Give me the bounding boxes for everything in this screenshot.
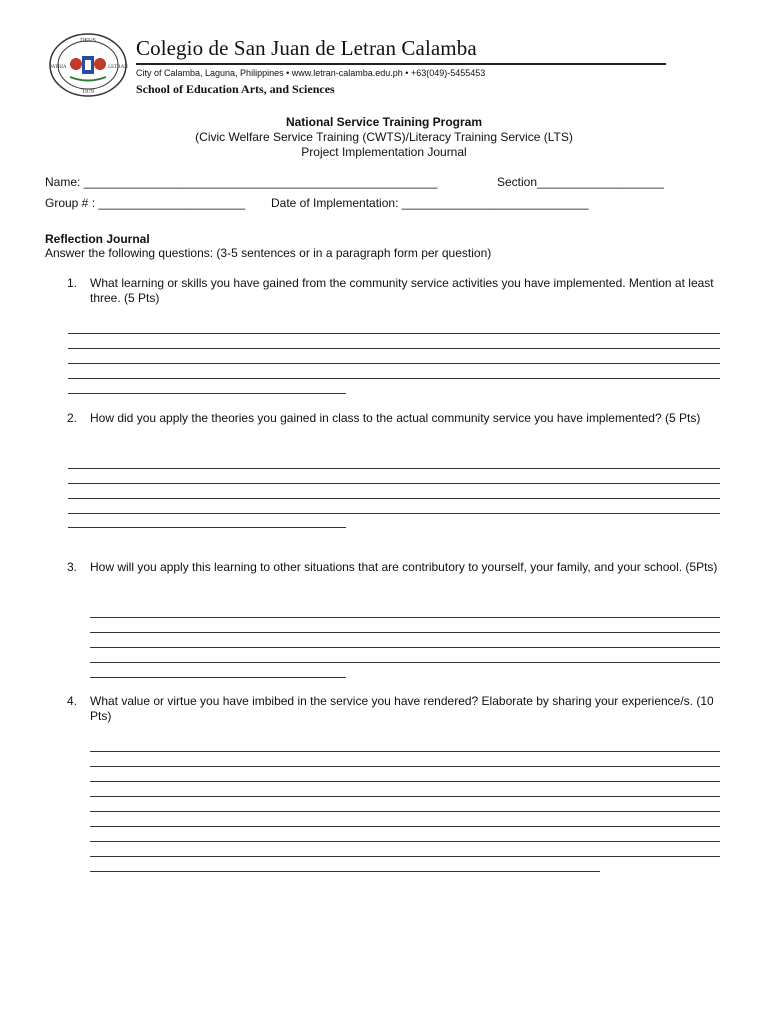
svg-text:LETRAN: LETRAN: [108, 65, 128, 70]
answer-line[interactable]: [68, 527, 346, 528]
question-number: 2.: [67, 411, 78, 425]
answer-line[interactable]: [90, 632, 720, 633]
program-subtitle: (Civic Welfare Service Training (CWTS)/Literacy Training Service (LTS): [195, 130, 573, 144]
group-field[interactable]: Group # : ______________________: [45, 196, 246, 210]
name-field[interactable]: Name: _____________________________________________________: [45, 175, 438, 189]
question-text: How will you apply this learning to other situations that are contributory to yourself, your family, and your school. (5Pts): [90, 560, 718, 574]
svg-text:PATRIA: PATRIA: [49, 65, 67, 70]
answer-line[interactable]: [90, 856, 720, 857]
school-name: School of Education Arts, and Sciences: [136, 82, 335, 96]
answer-line[interactable]: [68, 483, 720, 484]
header-divider: [136, 63, 666, 65]
seal-year: 1979: [82, 89, 94, 95]
reflection-instruction: Answer the following questions: (3-5 sentences or in a paragraph form per question): [45, 246, 492, 260]
school-seal-logo: [48, 32, 128, 98]
answer-line[interactable]: [90, 781, 720, 782]
question-text: What value or virtue you have imbibed in the service you have rendered? Elaborate by sharing your experience/s. (10 Pts): [90, 694, 714, 723]
answer-line[interactable]: [90, 841, 720, 842]
question-text: How did you apply the theories you gained in class to the actual community service you have implemented? (5 Pts): [90, 411, 701, 425]
answer-line[interactable]: [90, 617, 720, 618]
svg-text:DEUS: DEUS: [80, 38, 96, 44]
answer-line[interactable]: [68, 333, 720, 334]
answer-line[interactable]: [68, 378, 720, 379]
answer-line[interactable]: [90, 662, 720, 663]
contact-line: City of Calamba, Laguna, Philippines • www.letran-calamba.edu.ph • +63(049)-5455453: [136, 68, 486, 78]
question-number: 1.: [67, 276, 78, 290]
journal-title: Project Implementation Journal: [301, 145, 467, 159]
question-number: 4.: [67, 694, 78, 708]
answer-line[interactable]: [90, 871, 600, 872]
section-field[interactable]: Section___________________: [497, 175, 664, 189]
answer-line[interactable]: [68, 513, 720, 514]
answer-line[interactable]: [90, 796, 720, 797]
answer-line[interactable]: [90, 766, 720, 767]
answer-line[interactable]: [68, 363, 720, 364]
program-title: National Service Training Program: [285, 115, 483, 129]
answer-line[interactable]: [90, 647, 720, 648]
answer-line[interactable]: [90, 677, 346, 678]
answer-line[interactable]: [90, 826, 720, 827]
college-name: Colegio de San Juan de Letran Calamba: [136, 36, 477, 60]
question-text: What learning or skills you have gained from the community service activities you have implemented. Mention at least three. (5 Pts): [90, 276, 714, 305]
question-number: 3.: [67, 560, 78, 574]
answer-line[interactable]: [68, 498, 720, 499]
answer-line[interactable]: [90, 751, 720, 752]
answer-line[interactable]: [68, 393, 346, 394]
answer-line[interactable]: [68, 348, 720, 349]
reflection-heading: Reflection Journal: [45, 232, 150, 246]
answer-line[interactable]: [68, 468, 720, 469]
date-field[interactable]: Date of Implementation: ____________________________: [271, 196, 589, 210]
answer-line[interactable]: [90, 811, 720, 812]
